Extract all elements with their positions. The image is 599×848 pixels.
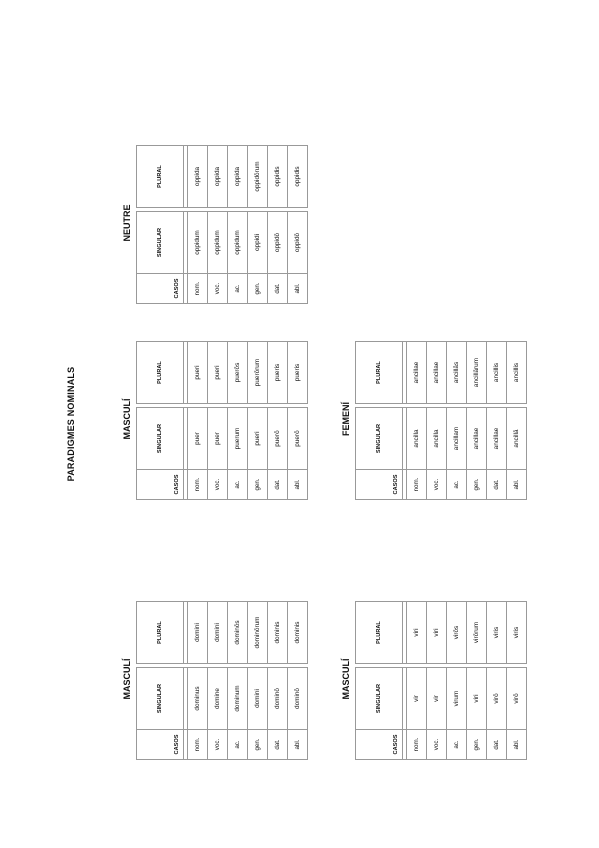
case-label: abl. [288,274,308,304]
column-divider [356,664,403,668]
header-singular: SINGULAR [137,408,184,470]
plural-form: puerōrum [248,342,268,404]
singular-form: ancilla [427,408,447,470]
case-label: ac. [228,274,248,304]
column-divider [427,404,447,408]
plural-form: oppidōrum [248,146,268,208]
table-row [188,342,208,500]
table-row [228,342,248,500]
block-title: MASCULÍ [341,658,351,700]
column-divider [356,404,403,408]
table-row [427,602,447,760]
plural-form: pueri [188,342,208,404]
plural-form: puerōs [228,342,248,404]
table-row [447,342,467,500]
header-singular: SINGULAR [356,668,403,730]
plural-form: oppida [188,146,208,208]
plural-form: ancillae [407,342,427,404]
header-singular: SINGULAR [137,668,184,730]
singular-form: dominō [288,668,308,730]
plural-form: domini [188,602,208,664]
header-plural: PLURAL [356,342,403,404]
singular-form: viri [467,668,487,730]
table-row [487,602,507,760]
singular-form: puerō [288,408,308,470]
singular-form: virō [487,668,507,730]
case-label: abl. [507,470,527,500]
plural-form: ancillis [507,342,527,404]
paradigm-block-ancilla [341,338,521,500]
header-casos: CASOS [356,730,403,760]
table-row [268,602,288,760]
table-row [507,342,527,500]
table-row [188,602,208,760]
table-row [248,342,268,500]
singular-form: puerō [268,408,288,470]
column-divider [447,404,467,408]
table-row [427,342,447,500]
table-row [268,342,288,500]
case-label: dat. [268,274,288,304]
case-label: voc. [208,470,228,500]
singular-form: domini [248,668,268,730]
plural-form: ancillās [447,342,467,404]
case-label: ac. [228,730,248,760]
column-divider [228,664,248,668]
plural-form: dominis [288,602,308,664]
column-divider [137,404,184,408]
case-label: nom. [188,730,208,760]
page-title: PARADIGMES NOMINALS [66,366,76,482]
header-casos: CASOS [137,470,184,500]
case-label: ac. [447,730,467,760]
paradigm-table [136,145,308,304]
singular-form: oppidō [268,212,288,274]
plural-form: dominōrum [248,602,268,664]
table-row [407,602,427,760]
singular-form: dominum [228,668,248,730]
singular-form: vir [427,668,447,730]
table-row [288,342,308,500]
header-singular: SINGULAR [137,212,184,274]
table-row [467,602,487,760]
column-divider [228,404,248,408]
column-divider [427,664,447,668]
singular-form: ancillam [447,408,467,470]
plural-form: dominōs [228,602,248,664]
column-divider [268,664,288,668]
table-row [188,146,208,304]
case-label: nom. [407,470,427,500]
header-casos: CASOS [137,274,184,304]
table-row [228,602,248,760]
block-title: MASCULÍ [122,398,132,440]
plural-form: viris [487,602,507,664]
plural-form: dominis [268,602,288,664]
case-label: abl. [288,730,308,760]
singular-form: puerum [228,408,248,470]
plural-form: viris [507,602,527,664]
case-label: abl. [507,730,527,760]
table-row [288,602,308,760]
column-divider [288,208,308,212]
table-row [447,602,467,760]
column-divider [248,664,268,668]
plural-form: pueris [288,342,308,404]
column-divider [487,664,507,668]
column-divider [208,664,228,668]
singular-form: vir [407,668,427,730]
case-label: nom. [188,470,208,500]
singular-form: ancillae [487,408,507,470]
block-title: MASCULÍ [122,658,132,700]
column-divider [487,404,507,408]
column-divider [248,404,268,408]
column-divider [228,208,248,212]
header-plural: PLURAL [137,146,184,208]
table-row [208,146,228,304]
column-divider [447,664,467,668]
column-divider [467,664,487,668]
case-label: gen. [248,470,268,500]
case-label: gen. [467,470,487,500]
singular-form: oppidum [228,212,248,274]
paradigm-block-vir [341,598,521,760]
table-row [487,342,507,500]
case-label: dat. [487,730,507,760]
column-divider [188,664,208,668]
case-label: gen. [467,730,487,760]
case-label: dat. [268,470,288,500]
header-casos: CASOS [356,470,403,500]
column-divider [268,208,288,212]
singular-form: puer [188,408,208,470]
plural-form: oppidis [288,146,308,208]
plural-form: viri [407,602,427,664]
singular-form: pueri [248,408,268,470]
column-divider [507,664,527,668]
singular-form: ancilla [407,408,427,470]
column-divider [137,208,184,212]
plural-form: domini [208,602,228,664]
column-divider [268,404,288,408]
plural-form: oppidis [268,146,288,208]
plural-form: pueris [268,342,288,404]
table-row [407,342,427,500]
singular-form: ancillae [467,408,487,470]
header-singular: SINGULAR [356,408,403,470]
singular-form: ancillā [507,408,527,470]
case-label: ac. [447,470,467,500]
plural-form: ancillārum [467,342,487,404]
column-divider [188,404,208,408]
plural-form: oppida [208,146,228,208]
paradigm-table [355,341,527,500]
plural-form: viri [427,602,447,664]
case-label: dat. [487,470,507,500]
header-plural: PLURAL [356,602,403,664]
case-label: voc. [427,470,447,500]
table-row [228,146,248,304]
case-label: gen. [248,274,268,304]
singular-form: dominus [188,668,208,730]
singular-form: oppidi [248,212,268,274]
case-label: dat. [268,730,288,760]
header-casos: CASOS [137,730,184,760]
column-divider [288,404,308,408]
singular-form: virō [507,668,527,730]
singular-form: domine [208,668,228,730]
column-divider [288,664,308,668]
column-divider [407,664,427,668]
table-row [248,146,268,304]
case-label: nom. [188,274,208,304]
header-plural: PLURAL [137,342,184,404]
column-divider [248,208,268,212]
paradigm-table [136,601,308,760]
singular-form: dominō [268,668,288,730]
block-title: NEUTRE [122,204,132,242]
case-label: voc. [208,274,228,304]
plural-form: pueri [208,342,228,404]
plural-form: virōrum [467,602,487,664]
table-row [208,602,228,760]
paradigm-block-oppidum [122,142,302,304]
column-divider [188,208,208,212]
table-row [268,146,288,304]
column-divider [407,404,427,408]
singular-form: oppidō [288,212,308,274]
column-divider [507,404,527,408]
block-title: FEMENÍ [341,402,351,437]
singular-form: virum [447,668,467,730]
table-row [467,342,487,500]
column-divider [137,664,184,668]
case-label: ac. [228,470,248,500]
singular-form: oppidum [188,212,208,274]
column-divider [208,404,228,408]
case-label: gen. [248,730,268,760]
column-divider [467,404,487,408]
plural-form: ancillis [487,342,507,404]
singular-form: puer [208,408,228,470]
plural-form: oppida [228,146,248,208]
table-row [507,602,527,760]
column-divider [208,208,228,212]
paradigm-block-puer [122,338,302,500]
case-label: voc. [208,730,228,760]
plural-form: ancillae [427,342,447,404]
case-label: nom. [407,730,427,760]
table-row [288,146,308,304]
header-plural: PLURAL [137,602,184,664]
plural-form: virōs [447,602,467,664]
paradigm-table [355,601,527,760]
table-row [208,342,228,500]
paradigm-block-dominus [122,598,302,760]
table-row [248,602,268,760]
case-label: voc. [427,730,447,760]
singular-form: oppidum [208,212,228,274]
case-label: abl. [288,470,308,500]
paradigm-table [136,341,308,500]
